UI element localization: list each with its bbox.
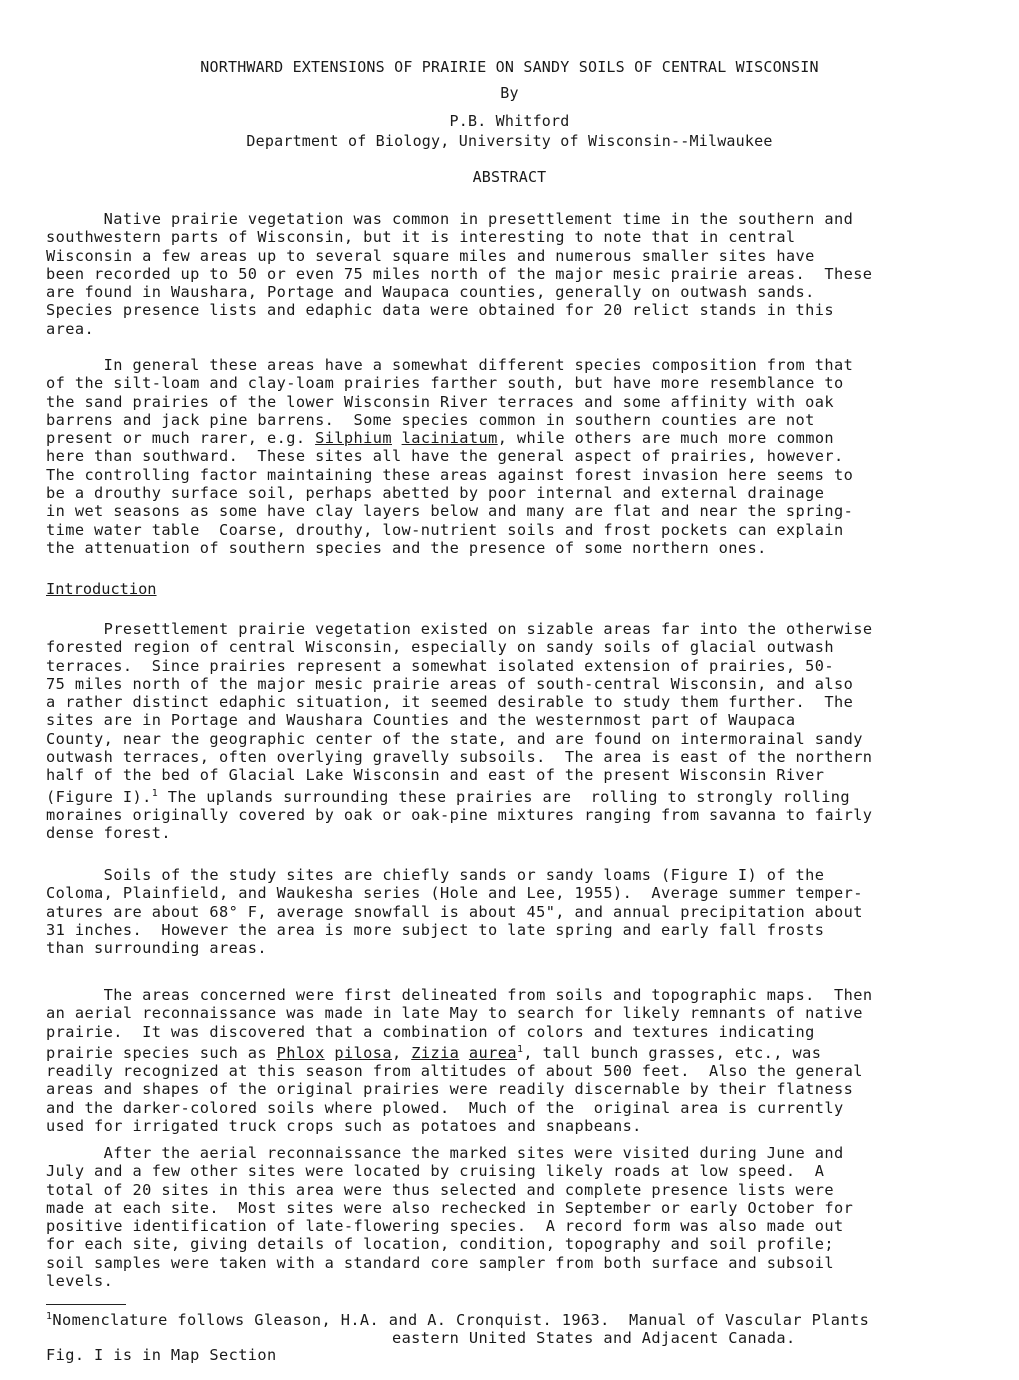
- intro-p1-text-a: Presettlement prairie vegetation existed on sizable areas far into the otherwise forested region of central Wisconsin, especially on sandy soils of glacial outwash terraces. Since prairies represent a somewhat isolated extension of prairies, 50- 75 miles north of the major mesic prairie areas of south-central Wisconsin, and also a rather distinct edaphic situation, it seemed desirable to study them further. The sites are in Portage and Waushara Counties and the westernmost part of Waupaca County, near the geographic center of the state, and are found on intermorainal sandy outwash terraces, often overlying gravelly subsoils. The area is east of the northern half of the bed of Glacial Lake Wisconsin and east of the present Wisconsin River (Figure I).: [46, 620, 873, 806]
- byline: By: [500, 84, 519, 102]
- footnote-ref: 1: [151, 787, 159, 799]
- footnote-divider: [46, 1304, 126, 1305]
- species-name-genus: Silphium: [315, 429, 392, 448]
- intro-p3-text-b: , tall bunch grasses, etc., was readily recognized at this season from altitudes of about 500 feet. Also the general areas and shapes of the original prairies were readily discernable by their flatness and the darker-colored soils where plowed. Much of the original area is currently used for irrigated truck crops such as potatoes and snapbeans.: [46, 1043, 863, 1136]
- abstract-heading: ABSTRACT: [472, 168, 547, 186]
- abstract-paragraph-1: Native prairie vegetation was common in presettlement time in the southern and southwestern parts of Wisconsin, but it is interesting to note that in central Wisconsin a few areas up to several square miles and numerous smaller sites have been recorded up to 50 or even 75 miles north of the major mesic prairie areas. These are found in Waushara, Portage and Waupaca counties, generally on outwash sands. Species presence lists and edaphic data were obtained for 20 relict stands in this area.: [46, 210, 873, 338]
- species-separator: ,: [392, 1043, 412, 1062]
- intro-p1-text-b: The uplands surrounding these prairies are rolling to strongly rolling moraines originally covered by oak or oak-pine mixtures ranging from savanna to fairly dense forest.: [46, 787, 873, 843]
- author-affiliation: Department of Biology, University of Wisconsin--Milwaukee: [246, 132, 773, 150]
- abstract-p2-text-a: In general these areas have a somewhat different species composition from that of the silt-loam and clay-loam prairies farther south, but have more resemblance to the sand prairies of the lower Wisconsin River terraces and some affinity with oak barrens and jack pine barrens. Some species common in southern counties are not present or much rarer, e.g.: [46, 356, 854, 448]
- author-name: P.B. Whitford: [449, 112, 570, 130]
- introduction-paragraph-1: [46, 620, 1006, 843]
- figure-note: Fig. I is in Map Section: [46, 1346, 277, 1364]
- introduction-paragraph-4: After the aerial reconnaissance the marked sites were visited during June and July and a few other sites were located by cruising likely roads at low speed. A total of 20 sites in this area were thus selected and complete presence lists were made at each site. Most sites were also rechecked in September or early October for positive identification of late-flowering species. A record form was also made out for each site, giving details of location, condition, topography and soil profile; soil samples were taken with a standard core sampler from both surface and subsoil levels.: [46, 1144, 854, 1291]
- species-aurea: aurea: [468, 1043, 517, 1062]
- species-name-epithet: laciniatum: [401, 429, 498, 448]
- species-zizia: Zizia: [411, 1043, 460, 1062]
- introduction-paragraph-2: Soils of the study sites are chiefly sands or sandy loams (Figure I) of the Coloma, Plainfield, and Waukesha series (Hole and Lee, 1955). Average summer temper- atures are about 68° F, average snowfall is about 45", and annual precipitation about 31 inches. However the area is more subject to late spring and early fall frosts than surrounding areas.: [46, 866, 863, 958]
- introduction-paragraph-3: [46, 986, 1006, 1135]
- footnote-1-text: Nomenclature follows Gleason, H.A. and A. Cronquist. 1963. Manual of Vascular Plants eastern United States and Adjacent Canada.: [52, 1311, 870, 1347]
- abstract-p2-text-b: , while others are much more common here than southward. These sites all have the general aspect of prairies, however. The controlling factor maintaining these areas against forest invasion here seems to be a drouthy surface soil, perhaps abetted by poor internal and external drainage in wet seasons as some have clay layers below and many are flat and near the spring- time water table Coarse, drouthy, low-nutrient soils and frost pockets can explain the attenuation of southern species and the presence of some northern ones.: [46, 429, 854, 557]
- abstract-paragraph-2: [46, 356, 1006, 557]
- footnote-1: [46, 1308, 1006, 1347]
- paper-title: NORTHWARD EXTENSIONS OF PRAIRIE ON SANDY SOILS OF CENTRAL WISCONSIN: [200, 58, 819, 76]
- species-pilosa: pilosa: [334, 1043, 392, 1062]
- intro-p3-text-a: The areas concerned were first delineated from soils and topographic maps. Then an aerial reconnaissance was made in late May to search for likely remnants of native prairie. It was discovered that a combination of colors and textures indicating prairie species such as: [46, 986, 873, 1062]
- species-phlox: Phlox: [276, 1043, 325, 1062]
- footnote-mark: 1: [46, 1311, 53, 1322]
- footnote-ref: 1: [516, 1043, 524, 1055]
- introduction-heading: Introduction: [46, 580, 157, 598]
